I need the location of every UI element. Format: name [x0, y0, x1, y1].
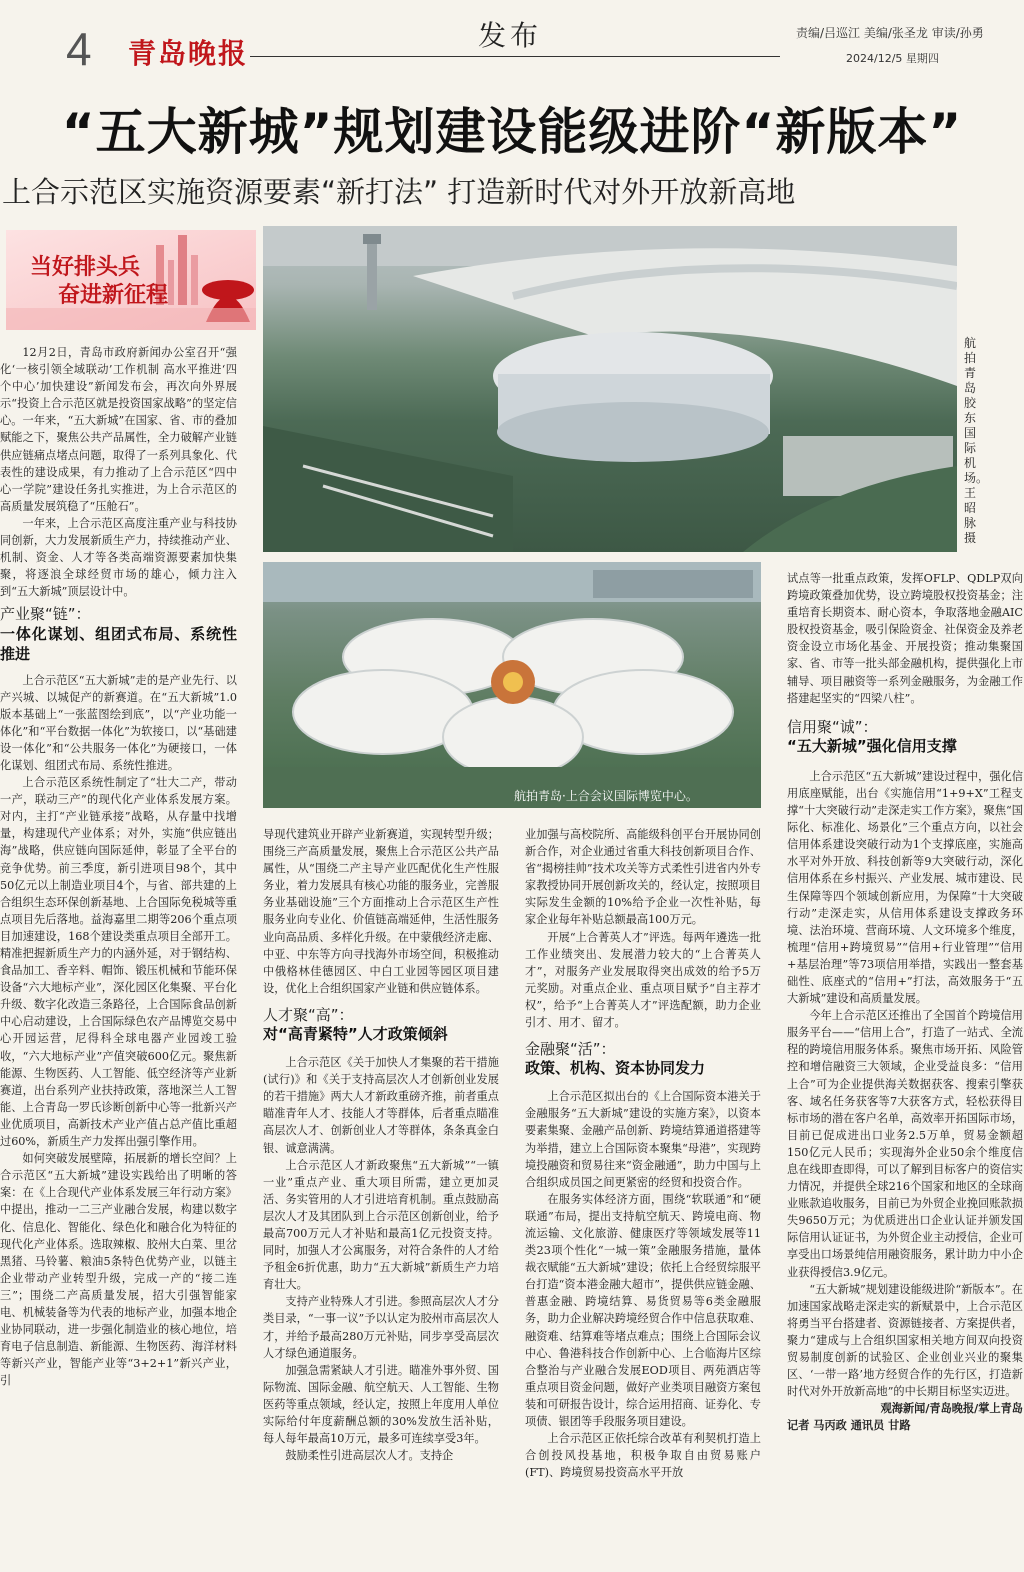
section-title: 发布 [478, 19, 543, 52]
headline: “五大新城”规划建设能级进阶“新版本” [61, 103, 963, 161]
paragraph: 导现代建筑业开辟产业新赛道，实现转型升级；围绕三产高质量发展，聚焦上合示范区公共产品属性，从“围绕二产主导产业匹配优化生产性服务业，着力发展具有核心功能的服务业，完善服务业基础设施”三个方面推动上合示范区生产性服务业向专业化、价值链高端延伸，生活性服务业向高品质、多样化升级。在中蒙俄经济走廊、中亚、中东等方向寻找海外市场空间，积极推动中俄格林佳德园区、中白工业园等园区项目建设，优化上合组织国家产业链和供应链体系。 [263, 828, 499, 995]
article-column-3 [525, 826, 761, 1481]
paragraph: 上合示范区《关于加快人才集聚的若干措施(试行)》和《关于支持高层次人才创新创业发展的若干措施》两大人才新政重磅齐推，前者重点瞄准青年人才、技能人才等群体，后者重点瞄准高层次人才、创新创业人才等群体，条条真金白银、诚意满满。 [263, 1056, 499, 1155]
paragraph: 上合示范区系统性制定了“壮大二产，带动一产，联动三产”的现代化产业体系发展方案。对内，主打“产业链承接”战略，从存量中找增量，构建现代产业体系；对外，实施“供应链出海”战略，供应链向国际延伸，彰显了全平台的竞争优势。前三季度，新引进项目98个，其中50亿元以上制造业项目4个，与省、部共建的上合组织生态环保创新基地、上合国际免税城等重点项目先后落地。益海嘉里二期等206个重点项目加速建设，168个建设类重点项目全部开工。精准把握新质生产力的内涵外延，对于钢结构、食品加工、香辛料、帽饰、锻压机械和节能环保设备“六大地标产业”，深化园区化集聚、平台化升级、数字化改造三条路径，上合国际食品创新中心启动建设，上合国际绿色农产品博览交易中心开园运营，尼得科全球电器产业园竣工验收，“六大地标产业”产值突破600亿元。聚焦新能源、生物医药、人工智能、低空经济等产业新赛道，出台系列产业扶持政策，落地深兰人工智能、上合青岛一罗氏诊断创新中心等一批新兴产业优质项目，高新技术产业产值占总产值比重超过60%，新质生产力发挥出强引擎作用。 [0, 776, 237, 1149]
editor-credits: 责编/吕巡江 美编/张圣龙 审读/孙勇 [796, 26, 984, 40]
banner-line-1: 当好排头兵 [30, 255, 141, 280]
page-number: 4 [66, 23, 92, 75]
hall-caption: 航拍青岛·上合会议国际博览中心。 [514, 789, 698, 803]
byline-reporters: 记者 马丙政 通讯员 甘路 [787, 1418, 911, 1433]
intro-paragraph: 12月2日，青岛市政府新闻办公室召开“强化‘一核引领全域联动’工作机制 高水平推进‘四个中心’加快建设”新闻发布会，再次向外界展示“投资上合示范区就是投资国家战略”的坚定信心。一年来，“五大新城”在国家、省、市的叠加赋能之下，聚焦公共产品属性，全力破解产业链供应链痛点堵点问题，取得了一系列具象化、代表性的建设成果，有力推动了上合示范区“四中心一学院”建设任务扎实推进，为上合示范区的高质量发展筑稳了“压舱石”。 [0, 346, 237, 513]
masthead-logo: 青岛晚报 [128, 37, 249, 70]
article-column-1 [0, 344, 237, 1389]
exhibition-hall-photo [263, 562, 761, 808]
paragraph: 业加强与高校院所、高能级科创平台开展协同创新合作，对企业通过省重大科技创新项目合作、省“揭榜挂帅”技术攻关等方式柔性引进省内外专家教授协同开展创新攻关的，经认定，按照项目实际发生金额的10%给予企业一次性补贴，每家企业每年补贴总额最高100万元。 [525, 828, 761, 927]
airport-caption: 航拍青岛胶东国际机场。王昭脉 摄 [964, 336, 989, 545]
section-heading: “五大新城”强化信用支撑 [787, 736, 957, 755]
paragraph: 如何突破发展壁障，拓展新的增长空间？上合示范区“五大新城”建设实践给出了明晰的答案：在《上合现代产业体系发展三年行动方案》中提出，推动一二三产业融合发展，构建以数字化、信息化、智能化、绿色化和融合化为特征的现代化产业体系。选取辣椒、胶州大白菜、里岔黑猪、马铃薯、粮油5条特色优势产业，以链主企业带动产业转型升级，完成一产的“接二连三”；围绕二产高质量发展，招大引强智能家电、机械装备等为代表的地标产业，加强本地企业协同联动，进一步强化制造业的核心地位，培育电子信息制造、新能源、生物医药、海洋材料等新兴产业，智能产业等“3+2+1”新兴产业，引 [0, 1152, 237, 1388]
airport-illustration [263, 226, 957, 552]
article-column-2 [263, 826, 499, 1464]
section-heading: 政策、机构、资本协同发力 [525, 1059, 706, 1078]
issue-date: 2024/12/5 星期四 [846, 52, 939, 65]
paragraph: 开展“上合菁英人才”评选。每两年遴选一批工作业绩突出、发展潜力较大的“上合菁英人才”，对服务产业发展取得突出成效的给予5万元奖励。对重点企业、重点项目赋予“自主荐才权”，给予“上合菁英人才”评选配额，助力企业引才、用才、留才。 [525, 930, 761, 1030]
byline-source: 观海新闻/青岛晚报/掌上青岛 [880, 1401, 1023, 1416]
paragraph: 加强急需紧缺人才引进。瞄准外事外贸、国际物流、国际金融、航空航天、人工智能、生物医药等重点领域，经认定，按照上年度用人单位实际给付年度薪酬总额的30%发放生活补贴，每人每年最高10万元，最多可连续享受3年。 [263, 1363, 499, 1446]
paragraph: “五大新城”规划建设能级进阶“新版本”。在加速国家战略走深走实的新赋景中，上合示范区将勇当平台搭建者、资源链接者、方案提供者，聚力“建成与上合组织国家相关地方间双向投资贸易制度创新的试验区、企业创业兴业的聚集区、‘一带一路’地方经贸合作的先行区，打造新时代对外开放新高地”的中长期目标坚实迈进。 [787, 1282, 1023, 1399]
paragraph: 上合示范区正依托综合改革有利契机打造上合创投风投基地，积极争取自由贸易账户(FT)、跨境贸易投资高水平开放 [525, 1432, 761, 1480]
subheadline: 上合示范区实施资源要素“新打法” 打造新时代对外开放新高地 [2, 175, 796, 209]
section-heading-small: 金融聚“活”： [525, 1040, 616, 1059]
paragraph: 上合示范区“五大新城”走的是产业先行、以产兴城、以城促产的新赛道。在“五大新城”1.0版本基础上“一张蓝图绘到底”，以“产业功能一体化”和“平台数据一体化”为软接口，以“基础建设一体化”和“公共服务一体化”为硬接口，一体化谋划、组团式布局、系统性推进。 [0, 673, 237, 772]
banner-line-2: 奋进新征程 [58, 283, 169, 308]
paragraph: 鼓励柔性引进高层次人才。支持企 [285, 1449, 454, 1463]
paragraph: 上合示范区拟出台的《上合国际资本港关于金融服务“五大新城”建设的实施方案》，以资本要素集聚、金融产品创新、跨境结算通道搭建等为举措，建立上合国际资本聚集“母港”，实现跨境投融资和贸易往来“资金融通”，助力中国与上合组织成员国之间更紧密的经贸和投资合作。 [525, 1090, 761, 1189]
paragraph: 今年上合示范区还推出了全国首个跨境信用服务平台——“信用上合”，打造了一站式、全流程的跨境信用服务体系。聚焦市场开拓、风险管控和增信融资三大领域，企业受益良多：“信用上合”可为企业提供海关数据获客、搜索引擎获客、域名任务获客等7大获客方式，轻松获得目标市场的潜在客户名单，高效率开拓国际市场，目前已促成进出口业务2.5万单，贸易金额超150亿元人民币；实现海外企业50余个维度信息在线即查即得，可以了解到目标客户的资信实力情况，并提供全球216个国家和地区的全球商业账款追收服务，目前已为外贸企业挽回账款损失9650万元；为优质进出口企业认证并颁发国际信用认证证书，为外贸企业主动授信，企业可享受出口场景纯信用融资服务，累计助力中小企业获得授信3.9亿元。 [787, 1009, 1023, 1279]
section-heading-small: 产业聚“链”： [0, 605, 91, 624]
hall-illustration [263, 562, 761, 808]
header-rule [250, 56, 780, 57]
article-column-4 [787, 570, 1023, 1435]
section-heading: 一体化谋划、组团式布局、系统性推进 [0, 624, 237, 663]
section-heading: 对“高青紧特”人才政策倾斜 [263, 1025, 448, 1044]
section-heading-small: 信用聚“诚”： [787, 717, 878, 736]
paragraph: 支持产业特殊人才引进。参照高层次人才分类目录，“一事一议”予以认定为胶州市高层次人才，并给予最高280万元补贴，同步享受高层次人才绿色通道服务。 [263, 1295, 499, 1360]
paragraph: 上合示范区人才新政聚焦“五大新城”“一镇一业”重点产业、重大项目所需，建立更加灵活、务实管用的人才引进培育机制。重点鼓励高层次人才及其团队到上合示范区创新创业，给予最高700万元人才补贴和最高1亿元投资支持。同时，加强人才公寓服务，对符合条件的人才给予租金6折优惠，助力“五大新城”新质生产力培育壮大。 [263, 1158, 499, 1292]
section-heading-small: 人才聚“高”： [263, 1005, 354, 1024]
airport-photo [263, 226, 957, 552]
paragraph: 一年来，上合示范区高度注重产业与科技协同创新，大力发展新质生产力，持续推动产业、机制、资金、人才等各类高端资源要素加快集聚，将逐浪全球经贸市场的雄心，倾力注入到“五大新城”顶层设计中。 [0, 516, 237, 599]
paragraph: 在服务实体经济方面，围绕“软联通”和“硬联通”布局，提出支持航空航天、跨境电商、物流运输、文化旅游、健康医疗等领域发展等11类23项个性化“一城一策”金融服务措施，量体裁衣赋能“五大新城”建设；依托上合经贸综服平台打造“资本港金融大超市”，提供供应链金融、普惠金融、跨境结算、易货贸易等6类金融服务，助力企业解决跨境经贸合作中信息获取难、融资难、结算难等堵点难点；围绕上合国际会议中心、鲁港科技合作创新中心、上合临海片区综合整治与产业融合发展EOD项目、两苑酒店等重点项目资金问题，做好产业类项目融资方案包装和可研报告设计，综合运用招商、证券化、专项债、银团等手段服务项目建设。 [525, 1192, 761, 1428]
paragraph: 上合示范区“五大新城”建设过程中，强化信用底座赋能，出台《实施信用“1+9+X”工程支撑“十大突破行动”走深走实工作方案》，聚焦“国际化、标准化、场景化”三个重点方向，以社会信用体系建设突破行动为1个支撑底座，实施高水平对外开放、科技创新等9大突破行动，深化信用体系在乡村振兴、产业发展、城市建设、民生保障等四个领域创新应用，为保障“十大突破行动”走深走实，从信用体系建设支撑政务环境、法治环境、营商环境、人文环境多个维度，梳理“信用+跨境贸易”“信用+行业管理”“信用+基层治理”等73项信用举措，实践出一整套基础性、底座式的“信用+”打法，高效服务于“五大新城”建设和高质量发展。 [787, 769, 1023, 1006]
paragraph: 试点等一批重点政策，发挥OFLP、QDLP双向跨境政策叠加优势，设立跨境股权投资基金；注重培育长期资本、耐心资本，争取落地金融AIC股权投资基金，吸引保险资金、社保资金及养老资金设立市场化基金、开展投资；推动集聚国家、省、市等一批头部金融机构，提供强化上市辅导、项目融资等一系列金融服务，为金融工作搭建起坚实的“四梁八柱”。 [787, 572, 1023, 705]
